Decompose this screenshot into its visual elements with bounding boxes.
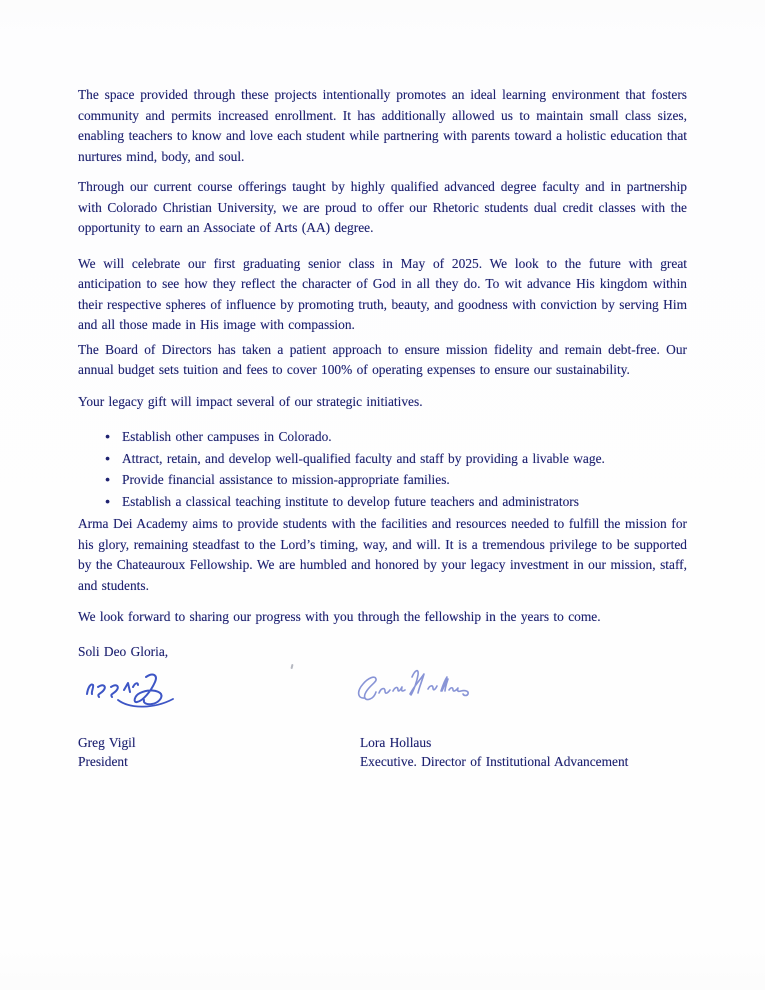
signatures-row (78, 664, 687, 728)
signer-names-row (78, 734, 687, 771)
lora-hollaus-signature (352, 666, 470, 712)
bullet-item: ● Establish a classical teaching institute to develop future teachers and administrators (78, 491, 687, 513)
greg-vigil-signature (80, 668, 190, 722)
ink-speck (290, 664, 293, 669)
closing-salutation: Soli Deo Gloria, (78, 643, 169, 659)
letter-body (78, 85, 687, 771)
letter-paragraph: Your legacy gift will impact several of our strategic initiatives. (78, 393, 423, 409)
bullet-item: ● Attract, retain, and develop well-qualified faculty and staff by providing a livable wage. (78, 448, 687, 470)
initiatives-list (78, 426, 687, 512)
signer-block (360, 734, 687, 771)
signer-name: Lora Hollaus (360, 735, 432, 750)
letter-paragraph: The space provided through these projects intentionally promotes an ideal learning environment that fosters community and permits increased enrollment. It has additionally allowed us to maintain small class sizes, enabling teachers to know and love each student while partnering with parents toward a holistic education that nurtures mind, body, and soul. (78, 87, 687, 164)
letter-paragraph: We look forward to sharing our progress with you through the fellowship in the years to come. (78, 609, 601, 624)
bullet-item: ● Establish other campuses in Colorado. (78, 426, 687, 448)
letter-paragraph: We will celebrate our first graduating senior class in May of 2025. We look to the future with great anticipation to see how they reflect the character of God in all they do. To wit advance His kingdom within their respective spheres of influence by promoting truth, beauty, and goodness with conviction by serving Him and all those made in His image with compassion. (78, 255, 687, 332)
letter-paragraph: The Board of Directors has taken a patient approach to ensure mission fidelity and remain debt-free. Our annual budget sets tuition and fees to cover 100% of operating expenses to ensure our sustainability. (78, 341, 687, 377)
letter-paragraph: Through our current course offerings taught by highly qualified advanced degree faculty and in partnership with Colorado Christian University, we are proud to offer our Rhetoric students dual credit classes with the opportunity to earn an Associate of Arts (AA) degree. (78, 179, 687, 235)
signer-title: President (78, 753, 128, 769)
signer-name: Greg Vigil (78, 735, 136, 750)
letter-paragraph: Arma Dei Academy aims to provide students with the facilities and resources needed to fulfill the mission for his glory, remaining steadfast to the Lord’s timing, way, and will. It is a tremendous privilege to be supported by the Chateauroux Fellowship. We are humbled and honored by your legacy investment in our mission, staff, and students. (78, 516, 687, 593)
signer-block (78, 734, 360, 771)
signer-title: Executive. Director of Institutional Advancement (360, 753, 629, 769)
bullet-item: ● Provide financial assistance to mission-appropriate families. (78, 469, 687, 491)
